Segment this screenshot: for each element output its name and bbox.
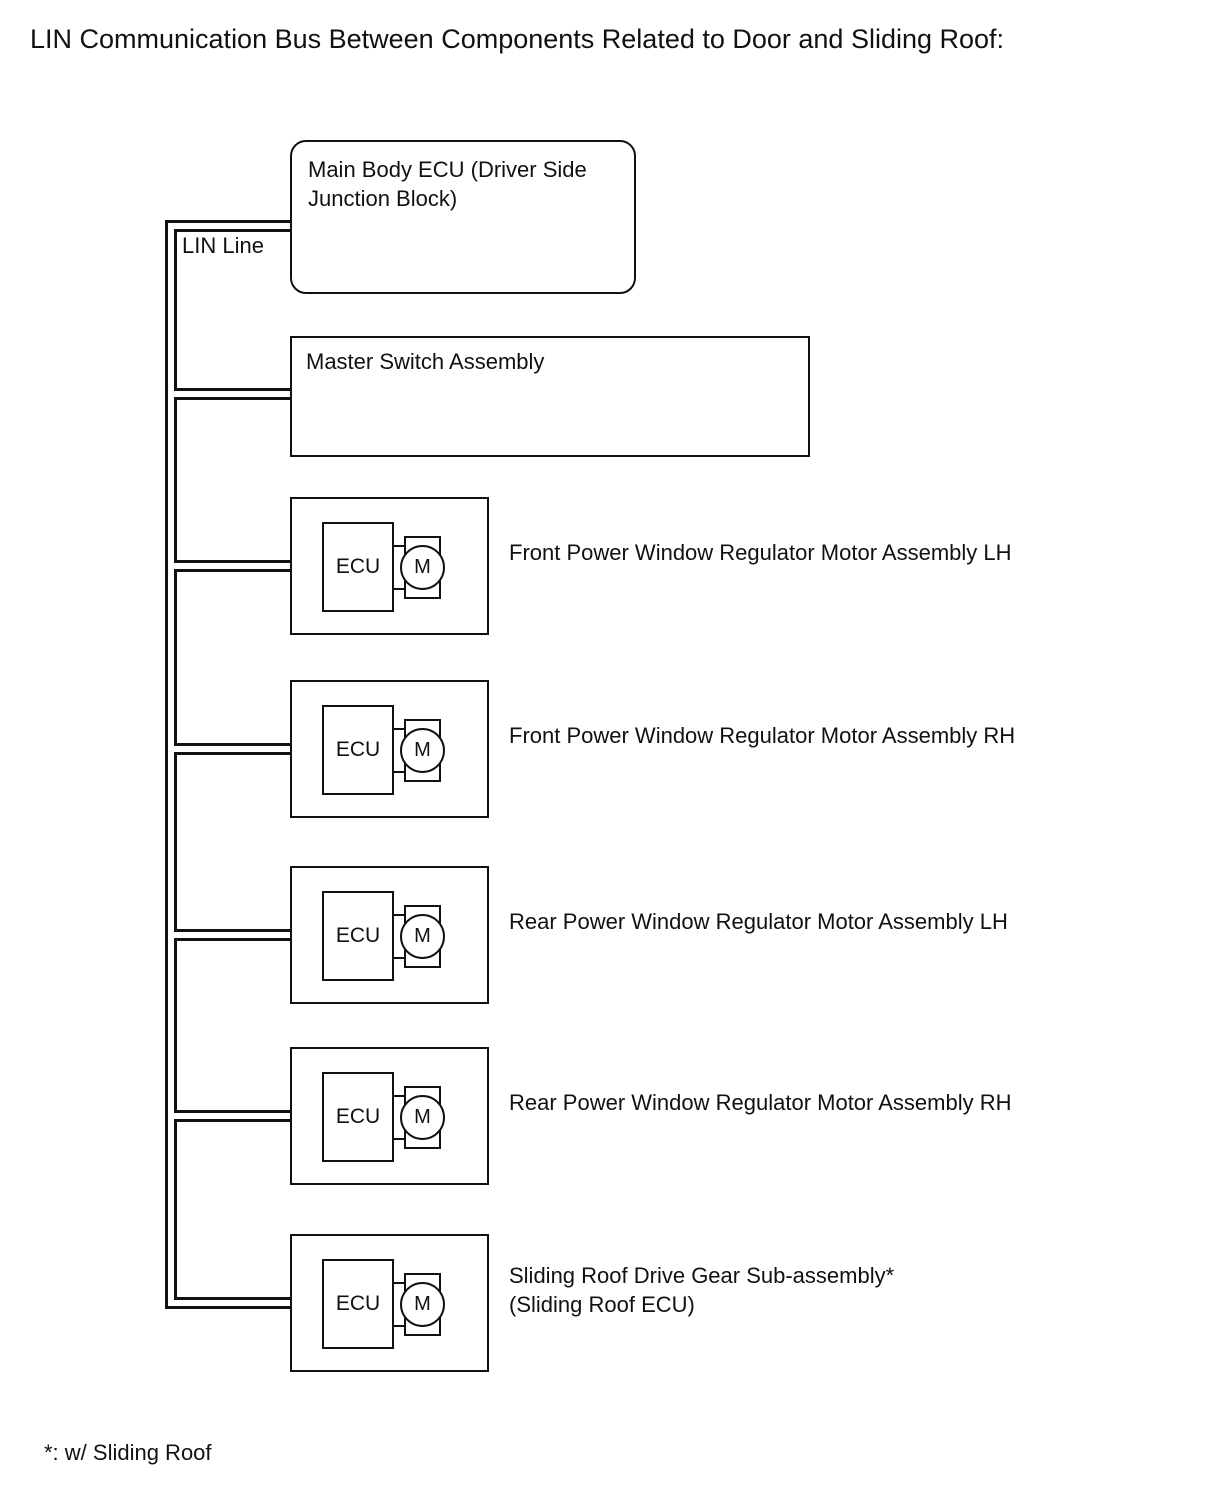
bus-spine — [171, 226, 290, 1303]
ecu-box — [322, 1259, 394, 1349]
motor-symbol-icon — [400, 914, 445, 959]
diagram-title: LIN Communication Bus Between Components Related to Door and Sliding Roof: — [30, 24, 1005, 54]
master-switch-label: Master Switch Assembly — [306, 349, 545, 374]
ecu-motor-unit — [290, 680, 489, 818]
unit-label-line1: Front Power Window Regulator Motor Assembly RH — [509, 723, 1016, 748]
ecu-label: ECU — [335, 738, 381, 761]
motor-label: M — [414, 556, 431, 578]
main-body-ecu-box — [290, 140, 636, 294]
ecu-label: ECU — [335, 555, 381, 578]
unit-label — [509, 1262, 894, 1319]
motor-symbol-icon — [400, 545, 445, 590]
ecu-motor-unit — [290, 866, 489, 1004]
ecu-label: ECU — [335, 924, 381, 947]
motor-label: M — [414, 739, 431, 761]
ecu-box — [322, 891, 394, 981]
ecu-motor-unit — [290, 1234, 489, 1372]
main-body-ecu-label: Main Body ECU (Driver Side Junction Block) — [308, 157, 587, 212]
motor-symbol-icon — [400, 1095, 445, 1140]
unit-label-line1: Front Power Window Regulator Motor Assembly LH — [509, 540, 1012, 565]
motor-symbol-icon — [400, 1282, 445, 1327]
lin-line-label: LIN Line — [182, 233, 264, 258]
motor-label: M — [414, 925, 431, 947]
unit-label — [509, 908, 1008, 937]
ecu-box — [322, 522, 394, 612]
motor-label: M — [414, 1106, 431, 1128]
unit-label — [509, 539, 1012, 568]
unit-label-line1: Sliding Roof Drive Gear Sub-assembly* — [509, 1263, 895, 1288]
ecu-motor-unit — [290, 497, 489, 635]
unit-label — [509, 1089, 1012, 1118]
ecu-label: ECU — [335, 1292, 381, 1315]
unit-label — [509, 722, 1015, 751]
motor-symbol-icon — [400, 728, 445, 773]
ecu-motor-unit — [290, 1047, 489, 1185]
ecu-box — [322, 705, 394, 795]
unit-label-line2: (Sliding Roof ECU) — [509, 1291, 695, 1317]
ecu-label: ECU — [335, 1105, 381, 1128]
master-switch-box — [290, 336, 810, 457]
ecu-box — [322, 1072, 394, 1162]
unit-label-line1: Rear Power Window Regulator Motor Assembly RH — [509, 1090, 1012, 1115]
motor-label: M — [414, 1293, 431, 1315]
unit-label-line1: Rear Power Window Regulator Motor Assembly LH — [509, 909, 1008, 934]
footnote: *: w/ Sliding Roof — [44, 1440, 212, 1465]
